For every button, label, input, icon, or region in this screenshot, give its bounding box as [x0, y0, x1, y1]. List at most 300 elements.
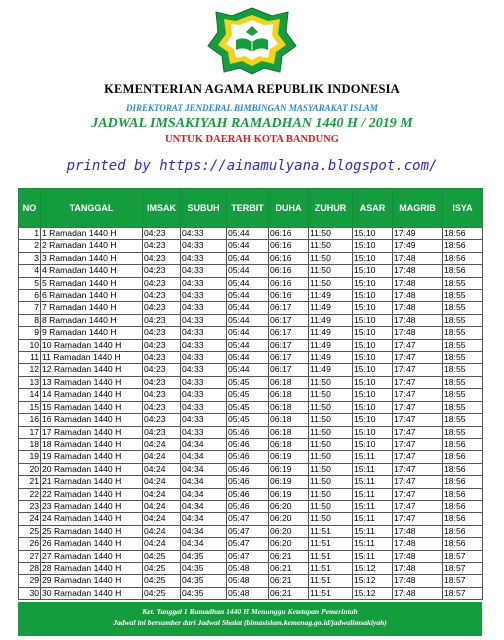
cell-zuhur: 11:50 — [309, 414, 353, 426]
imsakiyah-table — [18, 188, 483, 600]
cell-duha: 06:16 — [269, 228, 309, 240]
cell-isya: 18:57 — [443, 562, 483, 574]
cell-isya: 18:56 — [443, 500, 483, 512]
cell-asar: 15:10 — [353, 414, 393, 426]
cell-no: 11 — [19, 352, 41, 364]
table-row — [19, 302, 483, 314]
cell-zuhur: 11:50 — [309, 401, 353, 413]
cell-subuh: 04:33 — [181, 414, 227, 426]
footer-note — [18, 602, 482, 636]
cell-magrib: 17:48 — [393, 252, 443, 264]
cell-tanggal: 16 Ramadan 1440 H — [41, 414, 143, 426]
cell-tanggal: 25 Ramadan 1440 H — [41, 525, 143, 537]
cell-isya: 18:57 — [443, 575, 483, 587]
cell-tanggal: 29 Ramadan 1440 H — [41, 575, 143, 587]
cell-no: 6 — [19, 290, 41, 302]
cell-terbit: 05:44 — [227, 290, 269, 302]
cell-no: 20 — [19, 463, 41, 475]
cell-magrib: 17:47 — [393, 401, 443, 413]
cell-tanggal: 9 Ramadan 1440 H — [41, 327, 143, 339]
cell-asar: 15:10 — [353, 277, 393, 289]
table-row — [19, 352, 483, 364]
cell-magrib: 17:47 — [393, 488, 443, 500]
cell-duha: 06:16 — [269, 277, 309, 289]
cell-subuh: 04:33 — [181, 376, 227, 388]
cell-magrib: 17:48 — [393, 327, 443, 339]
cell-no: 10 — [19, 339, 41, 351]
cell-duha: 06:18 — [269, 426, 309, 438]
table-row — [19, 451, 483, 463]
cell-tanggal: 24 Ramadan 1440 H — [41, 513, 143, 525]
cell-tanggal: 26 Ramadan 1440 H — [41, 538, 143, 550]
cell-isya: 18:57 — [443, 587, 483, 599]
cell-no: 15 — [19, 401, 41, 413]
table-row — [19, 364, 483, 376]
column-header-asar: ASAR — [353, 189, 393, 228]
cell-magrib: 17:48 — [393, 550, 443, 562]
column-header-subuh: SUBUH — [181, 189, 227, 228]
cell-isya: 18:55 — [443, 339, 483, 351]
cell-terbit: 05:44 — [227, 265, 269, 277]
cell-terbit: 05:44 — [227, 277, 269, 289]
cell-duha: 06:16 — [269, 290, 309, 302]
table-header-row — [19, 189, 483, 228]
cell-isya: 18:56 — [443, 451, 483, 463]
table-row — [19, 314, 483, 326]
cell-tanggal: 17 Ramadan 1440 H — [41, 426, 143, 438]
cell-imsak: 04:23 — [143, 314, 181, 326]
cell-terbit: 05:44 — [227, 364, 269, 376]
cell-imsak: 04:24 — [143, 451, 181, 463]
cell-magrib: 17:47 — [393, 352, 443, 364]
table-row — [19, 389, 483, 401]
cell-terbit: 05:47 — [227, 525, 269, 537]
table-row — [19, 426, 483, 438]
cell-zuhur: 11:51 — [309, 538, 353, 550]
cell-duha: 06:21 — [269, 562, 309, 574]
cell-duha: 06:19 — [269, 463, 309, 475]
cell-isya: 18:56 — [443, 513, 483, 525]
table-row — [19, 575, 483, 587]
table-row — [19, 290, 483, 302]
cell-duha: 06:18 — [269, 376, 309, 388]
cell-zuhur: 11:50 — [309, 228, 353, 240]
cell-isya: 18:56 — [443, 228, 483, 240]
cell-no: 26 — [19, 538, 41, 550]
cell-subuh: 04:35 — [181, 575, 227, 587]
cell-subuh: 04:34 — [181, 488, 227, 500]
column-header-isya: ISYA — [443, 189, 483, 228]
table-row — [19, 488, 483, 500]
cell-terbit: 05:48 — [227, 562, 269, 574]
cell-asar: 15:11 — [353, 550, 393, 562]
column-header-no: NO — [19, 189, 41, 228]
cell-magrib: 17:47 — [393, 364, 443, 376]
cell-isya: 18:55 — [443, 401, 483, 413]
cell-magrib: 17:47 — [393, 500, 443, 512]
cell-no: 1 — [19, 228, 41, 240]
cell-no: 30 — [19, 587, 41, 599]
cell-magrib: 17:47 — [393, 426, 443, 438]
cell-no: 5 — [19, 277, 41, 289]
cell-magrib: 17:47 — [393, 451, 443, 463]
cell-isya: 18:56 — [443, 240, 483, 252]
cell-zuhur: 11:50 — [309, 513, 353, 525]
cell-zuhur: 11:49 — [309, 327, 353, 339]
cell-isya: 18:55 — [443, 389, 483, 401]
cell-subuh: 04:33 — [181, 426, 227, 438]
cell-magrib: 17:47 — [393, 339, 443, 351]
cell-zuhur: 11:50 — [309, 389, 353, 401]
cell-asar: 15:11 — [353, 538, 393, 550]
cell-asar: 15:11 — [353, 500, 393, 512]
cell-isya: 18:56 — [443, 252, 483, 264]
cell-duha: 06:18 — [269, 414, 309, 426]
cell-imsak: 04:24 — [143, 500, 181, 512]
cell-isya: 18:56 — [443, 525, 483, 537]
table-row — [19, 401, 483, 413]
cell-isya: 18:55 — [443, 277, 483, 289]
cell-isya: 18:55 — [443, 426, 483, 438]
table-row — [19, 562, 483, 574]
cell-terbit: 05:47 — [227, 550, 269, 562]
table-row — [19, 463, 483, 475]
cell-imsak: 04:23 — [143, 414, 181, 426]
cell-isya: 18:56 — [443, 488, 483, 500]
cell-zuhur: 11:50 — [309, 277, 353, 289]
cell-asar: 15:11 — [353, 451, 393, 463]
cell-subuh: 04:33 — [181, 339, 227, 351]
cell-magrib: 17:48 — [393, 265, 443, 277]
cell-tanggal: 30 Ramadan 1440 H — [41, 587, 143, 599]
cell-tanggal: 3 Ramadan 1440 H — [41, 252, 143, 264]
cell-tanggal: 19 Ramadan 1440 H — [41, 451, 143, 463]
cell-zuhur: 11:49 — [309, 364, 353, 376]
cell-asar: 15:10 — [353, 240, 393, 252]
cell-magrib: 17:48 — [393, 587, 443, 599]
cell-zuhur: 11:51 — [309, 562, 353, 574]
cell-no: 4 — [19, 265, 41, 277]
cell-duha: 06:16 — [269, 240, 309, 252]
cell-terbit: 05:46 — [227, 463, 269, 475]
cell-asar: 15:12 — [353, 575, 393, 587]
cell-duha: 06:17 — [269, 314, 309, 326]
cell-subuh: 04:34 — [181, 500, 227, 512]
cell-duha: 06:21 — [269, 550, 309, 562]
cell-subuh: 04:33 — [181, 302, 227, 314]
printed-by-line: printed by https://ainamulyana.blogspot.com/ — [66, 158, 438, 174]
cell-no: 14 — [19, 389, 41, 401]
cell-subuh: 04:34 — [181, 538, 227, 550]
cell-no: 12 — [19, 364, 41, 376]
cell-no: 3 — [19, 252, 41, 264]
cell-duha: 06:21 — [269, 587, 309, 599]
cell-no: 17 — [19, 426, 41, 438]
cell-subuh: 04:33 — [181, 240, 227, 252]
cell-magrib: 17:47 — [393, 513, 443, 525]
cell-magrib: 17:48 — [393, 562, 443, 574]
cell-subuh: 04:33 — [181, 389, 227, 401]
cell-asar: 15:11 — [353, 463, 393, 475]
cell-terbit: 05:44 — [227, 339, 269, 351]
cell-tanggal: 1 Ramadan 1440 H — [41, 228, 143, 240]
cell-no: 21 — [19, 476, 41, 488]
table-row — [19, 513, 483, 525]
cell-subuh: 04:33 — [181, 228, 227, 240]
cell-imsak: 04:23 — [143, 265, 181, 277]
cell-terbit: 05:44 — [227, 327, 269, 339]
cell-zuhur: 11:49 — [309, 352, 353, 364]
cell-isya: 18:56 — [443, 476, 483, 488]
cell-isya: 18:56 — [443, 463, 483, 475]
cell-terbit: 05:47 — [227, 538, 269, 550]
cell-tanggal: 11 Ramadan 1440 H — [41, 352, 143, 364]
cell-asar: 15:11 — [353, 476, 393, 488]
cell-subuh: 04:34 — [181, 513, 227, 525]
cell-imsak: 04:23 — [143, 302, 181, 314]
cell-no: 23 — [19, 500, 41, 512]
cell-asar: 15:10 — [353, 364, 393, 376]
cell-imsak: 04:23 — [143, 339, 181, 351]
cell-imsak: 04:23 — [143, 401, 181, 413]
cell-imsak: 04:23 — [143, 376, 181, 388]
table-row — [19, 327, 483, 339]
table-row — [19, 265, 483, 277]
cell-imsak: 04:24 — [143, 438, 181, 450]
cell-no: 22 — [19, 488, 41, 500]
cell-magrib: 17:48 — [393, 314, 443, 326]
cell-isya: 18:55 — [443, 314, 483, 326]
cell-magrib: 17:48 — [393, 302, 443, 314]
table-row — [19, 339, 483, 351]
cell-asar: 15:12 — [353, 587, 393, 599]
cell-imsak: 04:23 — [143, 252, 181, 264]
cell-imsak: 04:23 — [143, 277, 181, 289]
cell-magrib: 17:48 — [393, 277, 443, 289]
cell-isya: 18:56 — [443, 265, 483, 277]
cell-asar: 15:12 — [353, 562, 393, 574]
cell-tanggal: 21 Ramadan 1440 H — [41, 476, 143, 488]
cell-subuh: 04:34 — [181, 438, 227, 450]
cell-tanggal: 14 Ramadan 1440 H — [41, 389, 143, 401]
cell-tanggal: 27 Ramadan 1440 H — [41, 550, 143, 562]
cell-duha: 06:17 — [269, 302, 309, 314]
cell-zuhur: 11:49 — [309, 290, 353, 302]
table-row — [19, 240, 483, 252]
table-body — [19, 228, 483, 600]
cell-tanggal: 2 Ramadan 1440 H — [41, 240, 143, 252]
cell-duha: 06:20 — [269, 538, 309, 550]
cell-duha: 06:19 — [269, 451, 309, 463]
directorate-heading: DIREKTORAT JENDERAL BIMBINGAN MASYARAKAT ISLAM — [126, 103, 378, 113]
cell-zuhur: 11:50 — [309, 500, 353, 512]
cell-terbit: 05:44 — [227, 314, 269, 326]
cell-tanggal: 28 Ramadan 1440 H — [41, 562, 143, 574]
cell-imsak: 04:24 — [143, 513, 181, 525]
cell-duha: 06:20 — [269, 500, 309, 512]
cell-zuhur: 11:50 — [309, 463, 353, 475]
cell-duha: 06:18 — [269, 401, 309, 413]
cell-duha: 06:17 — [269, 352, 309, 364]
table-row — [19, 538, 483, 550]
cell-subuh: 04:33 — [181, 314, 227, 326]
cell-zuhur: 11:50 — [309, 240, 353, 252]
cell-subuh: 04:35 — [181, 550, 227, 562]
footer-note-1: Ket. Tanggal 1 Ramadhan 1440 H Menunggu Ketetapan Pemerintah — [142, 607, 358, 616]
cell-imsak: 04:25 — [143, 562, 181, 574]
cell-asar: 15:10 — [353, 339, 393, 351]
cell-duha: 06:18 — [269, 389, 309, 401]
cell-subuh: 04:34 — [181, 476, 227, 488]
cell-magrib: 17:48 — [393, 525, 443, 537]
cell-tanggal: 8 Ramadan 1440 H — [41, 314, 143, 326]
cell-magrib: 17:47 — [393, 476, 443, 488]
cell-zuhur: 11:50 — [309, 426, 353, 438]
cell-no: 2 — [19, 240, 41, 252]
cell-magrib: 17:47 — [393, 414, 443, 426]
cell-imsak: 04:23 — [143, 389, 181, 401]
cell-isya: 18:55 — [443, 327, 483, 339]
cell-imsak: 04:24 — [143, 488, 181, 500]
cell-zuhur: 11:51 — [309, 525, 353, 537]
cell-asar: 15:10 — [353, 389, 393, 401]
cell-imsak: 04:25 — [143, 587, 181, 599]
cell-subuh: 04:35 — [181, 587, 227, 599]
cell-asar: 15:10 — [353, 426, 393, 438]
cell-imsak: 04:23 — [143, 352, 181, 364]
cell-terbit: 05:44 — [227, 302, 269, 314]
cell-imsak: 04:23 — [143, 240, 181, 252]
cell-terbit: 05:46 — [227, 500, 269, 512]
cell-terbit: 05:44 — [227, 228, 269, 240]
cell-imsak: 04:24 — [143, 463, 181, 475]
cell-asar: 15:10 — [353, 327, 393, 339]
cell-imsak: 04:23 — [143, 426, 181, 438]
cell-tanggal: 18 Ramadan 1440 H — [41, 438, 143, 450]
cell-isya: 18:55 — [443, 290, 483, 302]
cell-asar: 15:10 — [353, 376, 393, 388]
schedule-title: JADWAL IMSAKIYAH RAMADHAN 1440 H / 2019 M — [91, 116, 413, 131]
cell-magrib: 17:47 — [393, 438, 443, 450]
cell-asar: 15:10 — [353, 228, 393, 240]
table-row — [19, 376, 483, 388]
cell-imsak: 04:25 — [143, 575, 181, 587]
cell-no: 16 — [19, 414, 41, 426]
cell-terbit: 05:48 — [227, 575, 269, 587]
cell-zuhur: 11:49 — [309, 314, 353, 326]
cell-asar: 15:11 — [353, 488, 393, 500]
cell-isya: 18:55 — [443, 376, 483, 388]
cell-subuh: 04:33 — [181, 364, 227, 376]
cell-terbit: 05:44 — [227, 252, 269, 264]
cell-duha: 06:16 — [269, 265, 309, 277]
cell-magrib: 17:48 — [393, 290, 443, 302]
cell-zuhur: 11:50 — [309, 476, 353, 488]
cell-isya: 18:57 — [443, 550, 483, 562]
cell-terbit: 05:45 — [227, 414, 269, 426]
cell-asar: 15:10 — [353, 314, 393, 326]
cell-zuhur: 11:51 — [309, 587, 353, 599]
column-header-terbit: TERBIT — [227, 189, 269, 228]
cell-asar: 15:10 — [353, 352, 393, 364]
cell-imsak: 04:23 — [143, 290, 181, 302]
cell-magrib: 17:47 — [393, 376, 443, 388]
cell-subuh: 04:33 — [181, 277, 227, 289]
cell-imsak: 04:24 — [143, 525, 181, 537]
cell-isya: 18:55 — [443, 364, 483, 376]
table-row — [19, 228, 483, 240]
footer-note-2: Jadwal ini bersumber dari Jadwal Shalat (bimasislam.kemenag.go.id/jadwalimsakiyah) — [113, 618, 387, 627]
cell-subuh: 04:33 — [181, 327, 227, 339]
cell-tanggal: 7 Ramadan 1440 H — [41, 302, 143, 314]
cell-terbit: 05:48 — [227, 587, 269, 599]
cell-duha: 06:20 — [269, 525, 309, 537]
table-row — [19, 277, 483, 289]
cell-magrib: 17:48 — [393, 575, 443, 587]
cell-magrib: 17:47 — [393, 463, 443, 475]
cell-no: 7 — [19, 302, 41, 314]
cell-isya: 18:56 — [443, 538, 483, 550]
table-row — [19, 550, 483, 562]
cell-terbit: 05:46 — [227, 476, 269, 488]
cell-magrib: 17:49 — [393, 240, 443, 252]
table-row — [19, 252, 483, 264]
cell-asar: 15:10 — [353, 438, 393, 450]
cell-terbit: 05:44 — [227, 240, 269, 252]
cell-duha: 06:16 — [269, 252, 309, 264]
cell-imsak: 04:23 — [143, 228, 181, 240]
cell-tanggal: 12 Ramadan 1440 H — [41, 364, 143, 376]
cell-imsak: 04:23 — [143, 327, 181, 339]
cell-no: 24 — [19, 513, 41, 525]
cell-subuh: 04:33 — [181, 252, 227, 264]
cell-tanggal: 20 Ramadan 1440 H — [41, 463, 143, 475]
cell-terbit: 05:45 — [227, 401, 269, 413]
cell-terbit: 05:46 — [227, 451, 269, 463]
cell-asar: 15:10 — [353, 265, 393, 277]
cell-duha: 06:17 — [269, 339, 309, 351]
cell-subuh: 04:33 — [181, 265, 227, 277]
cell-subuh: 04:33 — [181, 401, 227, 413]
cell-terbit: 05:46 — [227, 438, 269, 450]
cell-no: 28 — [19, 562, 41, 574]
cell-no: 27 — [19, 550, 41, 562]
cell-tanggal: 15 Ramadan 1440 H — [41, 401, 143, 413]
cell-subuh: 04:33 — [181, 290, 227, 302]
cell-no: 19 — [19, 451, 41, 463]
cell-duha: 06:18 — [269, 438, 309, 450]
cell-terbit: 05:46 — [227, 426, 269, 438]
table-row — [19, 500, 483, 512]
table-row — [19, 414, 483, 426]
cell-zuhur: 11:50 — [309, 376, 353, 388]
cell-tanggal: 4 Ramadan 1440 H — [41, 265, 143, 277]
cell-isya: 18:55 — [443, 352, 483, 364]
cell-no: 13 — [19, 376, 41, 388]
cell-magrib: 17:49 — [393, 228, 443, 240]
cell-subuh: 04:33 — [181, 352, 227, 364]
cell-no: 29 — [19, 575, 41, 587]
cell-zuhur: 11:49 — [309, 339, 353, 351]
cell-subuh: 04:35 — [181, 562, 227, 574]
cell-no: 25 — [19, 525, 41, 537]
column-header-zuhur: ZUHUR — [309, 189, 353, 228]
cell-isya: 18:55 — [443, 414, 483, 426]
cell-tanggal: 10 Ramadan 1440 H — [41, 339, 143, 351]
cell-zuhur: 11:50 — [309, 252, 353, 264]
cell-imsak: 04:24 — [143, 538, 181, 550]
cell-terbit: 05:45 — [227, 376, 269, 388]
